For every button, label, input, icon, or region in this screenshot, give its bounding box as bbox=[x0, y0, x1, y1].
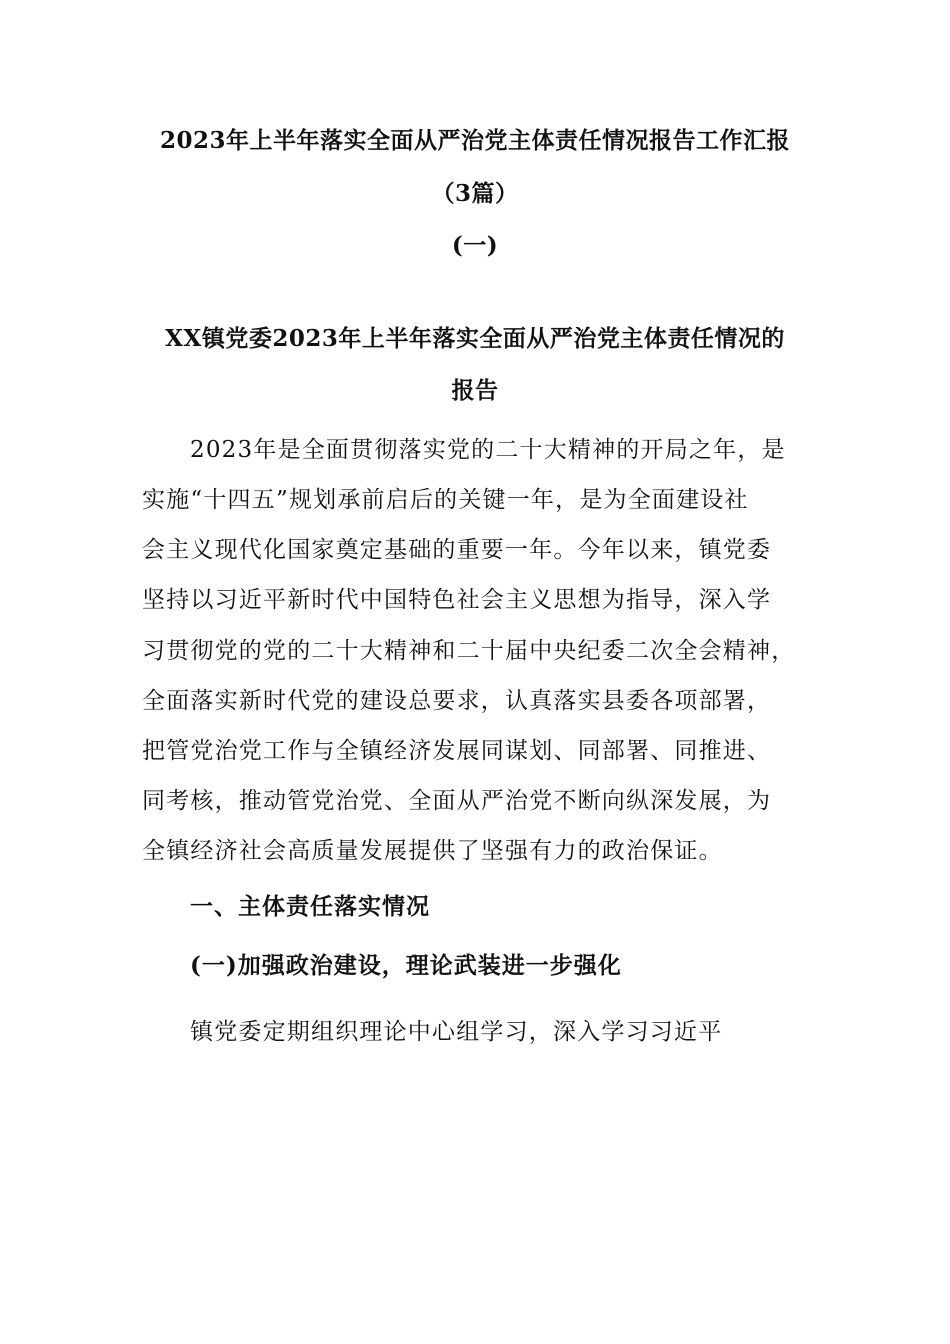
intro-paragraph-line-7: 把管党治党工作与全镇经济发展同谋划、同部署、同推进、 bbox=[142, 738, 772, 764]
subsection-1-paragraph-line-1: 镇党委定期组织理论中心组学习，深入学习习近平 bbox=[190, 1019, 723, 1045]
intro-paragraph-line-3: 会主义现代化国家奠定基础的重要一年。今年以来，镇党委 bbox=[142, 537, 772, 563]
intro-paragraph-line-5: 习贯彻党的党的二十大精神和二十届中央纪委二次全会精神， bbox=[142, 638, 796, 664]
intro-paragraph-line-1: 2023年是全面贯彻落实党的二十大精神的开局之年，是 bbox=[190, 437, 786, 463]
intro-paragraph-line-2: 实施“十四五”规划承前启后的关键一年，是为全面建设社 bbox=[142, 487, 749, 513]
report-title-line-1: XX镇党委2023年上半年落实全面从严治党主体责任情况的 bbox=[165, 325, 785, 352]
intro-paragraph-line-4: 坚持以习近平新时代中国特色社会主义思想为指导，深入学 bbox=[142, 587, 772, 613]
subsection-1-heading: (一)加强政治建设，理论武装进一步强化 bbox=[190, 952, 622, 979]
document-title-line-1: 2023年上半年落实全面从严治党主体责任情况报告工作汇报 bbox=[159, 127, 790, 154]
intro-paragraph-line-6: 全面落实新时代党的建设总要求，认真落实县委各项部署， bbox=[142, 688, 772, 714]
report-title-line-2: 报告 bbox=[451, 377, 499, 404]
part-marker: (一) bbox=[451, 232, 499, 259]
intro-paragraph-line-8: 同考核，推动管党治党、全面从严治党不断向纵深发展，为 bbox=[142, 788, 772, 814]
section-1-heading: 一、主体责任落实情况 bbox=[190, 893, 430, 920]
intro-paragraph-line-9: 全镇经济社会高质量发展提供了坚强有力的政治保证。 bbox=[142, 838, 723, 864]
document-title-line-2: （3篇） bbox=[431, 180, 519, 207]
